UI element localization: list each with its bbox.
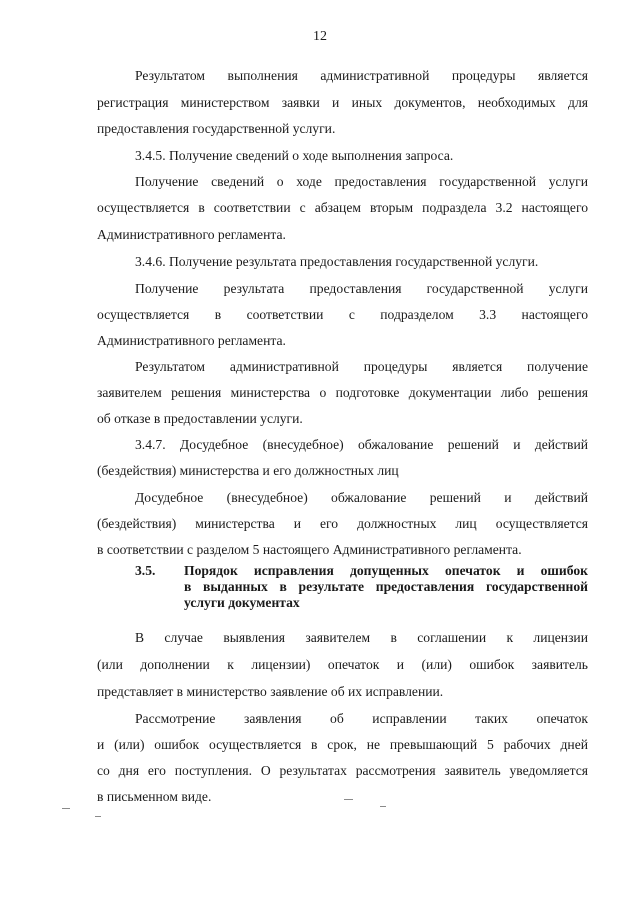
text-line: Получение сведений о ходе предоставления государственной услуги <box>135 174 588 189</box>
section-heading: 3.4.5. Получение сведений о ходе выполнения запроса. <box>135 148 454 163</box>
text-line: со дня его поступления. О результатах рассмотрения заявитель уведомляется <box>97 763 588 778</box>
text-line: Получение результата предоставления государственной услуги <box>135 281 588 296</box>
heading-line: Порядок исправления допущенных опечаток и ошибок <box>184 563 588 578</box>
scan-mark <box>62 808 70 809</box>
heading-line: услуги документах <box>184 595 300 610</box>
text-line: Результатом выполнения административной процедуры является <box>135 68 588 83</box>
text-line: в соответствии с разделом 5 настоящего Административного регламента. <box>97 542 522 557</box>
text-line: об отказе в предоставлении услуги. <box>97 411 303 426</box>
text-line: в письменном виде. <box>97 789 212 804</box>
text-line: заявителем решения министерства о подготовке документации либо решения <box>97 385 588 400</box>
text-line: Рассмотрение заявления об исправлении таких опечаток <box>135 711 588 726</box>
text-line: 3.4.7. Досудебное (внесудебное) обжалование решений и действий <box>135 437 588 452</box>
section-heading: 3.4.6. Получение результата предоставления государственной услуги. <box>135 254 539 269</box>
page-number: 12 <box>313 29 327 44</box>
scan-mark <box>344 799 353 800</box>
text-line: регистрация министерством заявки и иных документов, необходимых для <box>97 95 588 110</box>
text-line: предоставления государственной услуги. <box>97 121 336 136</box>
heading-line: в выданных в результате предоставления государственной <box>184 579 588 594</box>
scan-mark <box>380 806 386 807</box>
text-line: осуществляется в соответствии с подразделом 3.3 настоящего <box>97 307 588 322</box>
text-line: (или дополнении к лицензии) опечаток и (или) ошибок заявитель <box>97 657 588 672</box>
text-line: Досудебное (внесудебное) обжалование решений и действий <box>135 490 588 505</box>
text-line: осуществляется в соответствии с абзацем вторым подраздела 3.2 настоящего <box>97 200 588 215</box>
text-line: представляет в министерство заявление об их исправлении. <box>97 684 444 699</box>
text-line: (бездействия) министерства и его должностных лиц <box>97 463 399 478</box>
text-line: и (или) ошибок осуществляется в срок, не превышающий 5 рабочих дней <box>97 737 588 752</box>
text-line: Административного регламента. <box>97 333 286 348</box>
section-number: 3.5. <box>135 563 156 578</box>
text-line: Результатом административной процедуры является получение <box>135 359 588 374</box>
scan-mark <box>95 816 101 817</box>
text-line: (бездействия) министерства и его должностных лиц осуществляется <box>97 516 588 531</box>
text-line: Административного регламента. <box>97 227 286 242</box>
text-line: В случае выявления заявителем в соглашении к лицензии <box>135 630 588 645</box>
